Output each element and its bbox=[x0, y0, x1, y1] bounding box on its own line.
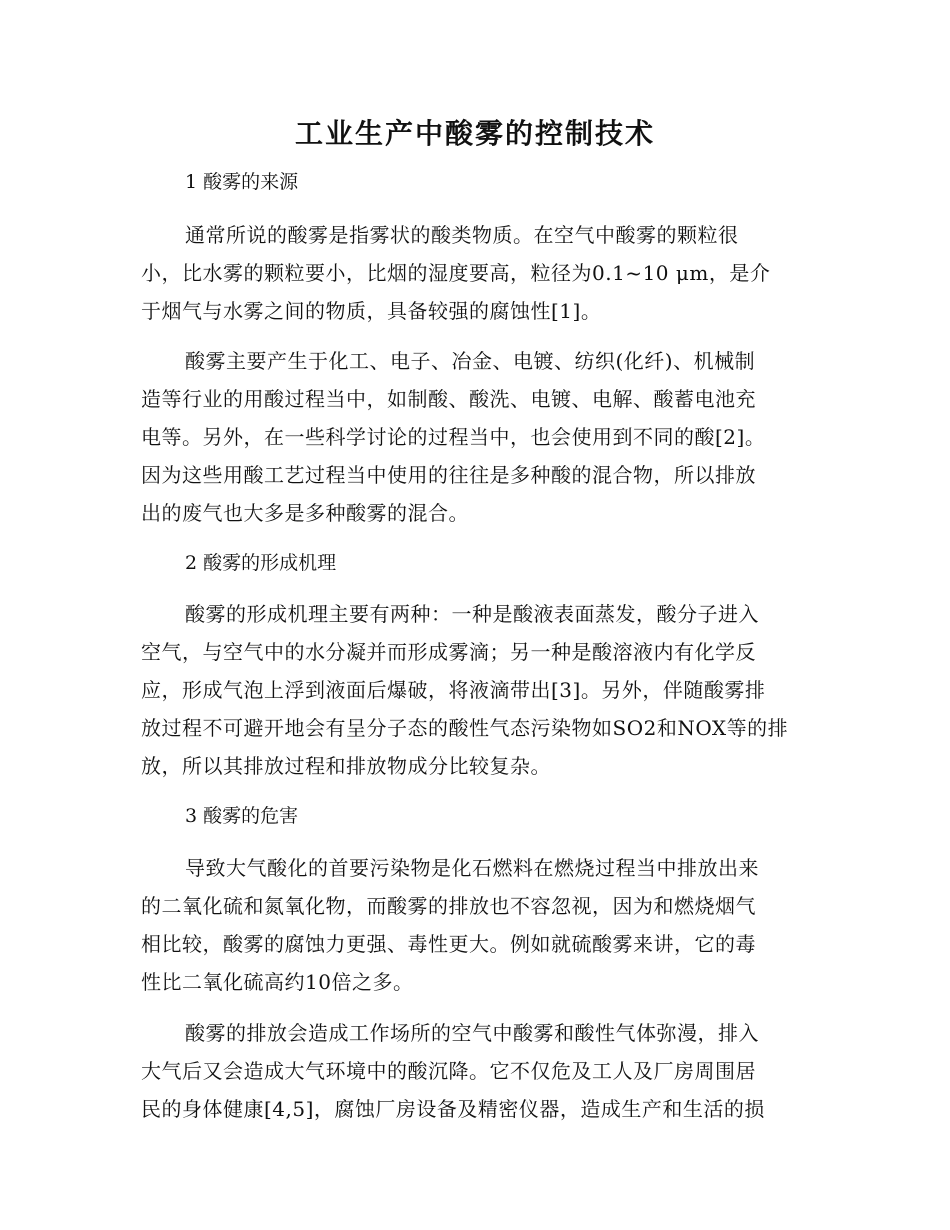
text-line: 应，形成气泡上浮到液面后爆破，将液滴带出[3]。另外，伴随酸雾排 bbox=[141, 678, 766, 702]
text-line: 性比二氧化硫高约10倍之多。 bbox=[141, 970, 414, 994]
text-line: 空气，与空气中的水分凝并而形成雾滴；另一种是酸溶液内有化学反 bbox=[141, 640, 756, 664]
text-line: 大气后又会造成大气环境中的酸沉降。它不仅危及工人及厂房周围居 bbox=[141, 1059, 756, 1083]
text-line: 的二氧化硫和氮氧化物，而酸雾的排放也不容忽视，因为和燃烧烟气 bbox=[141, 894, 756, 918]
text-line: 民的身体健康[4,5]，腐蚀厂房设备及精密仪器，造成生产和生活的损 bbox=[141, 1097, 765, 1121]
text-line: 放，所以其排放过程和排放物成分比较复杂。 bbox=[141, 754, 551, 778]
text-line: 小，比水雾的颗粒要小，比烟的湿度要高，粒径为0.1~10 μm，是介 bbox=[141, 261, 771, 285]
text-line: 酸雾主要产生于化工、电子、冶金、电镀、纺织(化纤)、机械制 bbox=[185, 349, 756, 373]
text-line: 造等行业的用酸过程当中，如制酸、酸洗、电镀、电解、酸蓄电池充 bbox=[141, 387, 756, 411]
section-heading: 3 酸雾的危害 bbox=[185, 805, 299, 827]
document-title: 工业生产中酸雾的控制技术 bbox=[294, 117, 655, 150]
text-line: 导致大气酸化的首要污染物是化石燃料在燃烧过程当中排放出来 bbox=[185, 856, 759, 880]
section-heading: 1 酸雾的来源 bbox=[185, 171, 299, 193]
text-line: 出的废气也大多是多种酸雾的混合。 bbox=[141, 501, 469, 525]
text-line: 于烟气与水雾之间的物质，具备较强的腐蚀性[1]。 bbox=[141, 299, 602, 323]
text-line: 相比较，酸雾的腐蚀力更强、毒性更大。例如就硫酸雾来讲，它的毒 bbox=[141, 932, 756, 956]
section-heading: 2 酸雾的形成机理 bbox=[185, 552, 337, 574]
text-line: 放过程不可避开地会有呈分子态的酸性气态污染物如SO2和NOX等的排 bbox=[141, 716, 789, 740]
text-line: 电等。另外，在一些科学讨论的过程当中，也会使用到不同的酸[2]。 bbox=[141, 425, 766, 449]
text-line: 因为这些用酸工艺过程当中使用的往往是多种酸的混合物，所以排放 bbox=[141, 463, 756, 487]
text-line: 通常所说的酸雾是指雾状的酸类物质。在空气中酸雾的颗粒很 bbox=[185, 223, 739, 247]
text-line: 酸雾的排放会造成工作场所的空气中酸雾和酸性气体弥漫，排入 bbox=[185, 1021, 759, 1045]
text-line: 酸雾的形成机理主要有两种：一种是酸液表面蒸发，酸分子进入 bbox=[185, 602, 759, 626]
